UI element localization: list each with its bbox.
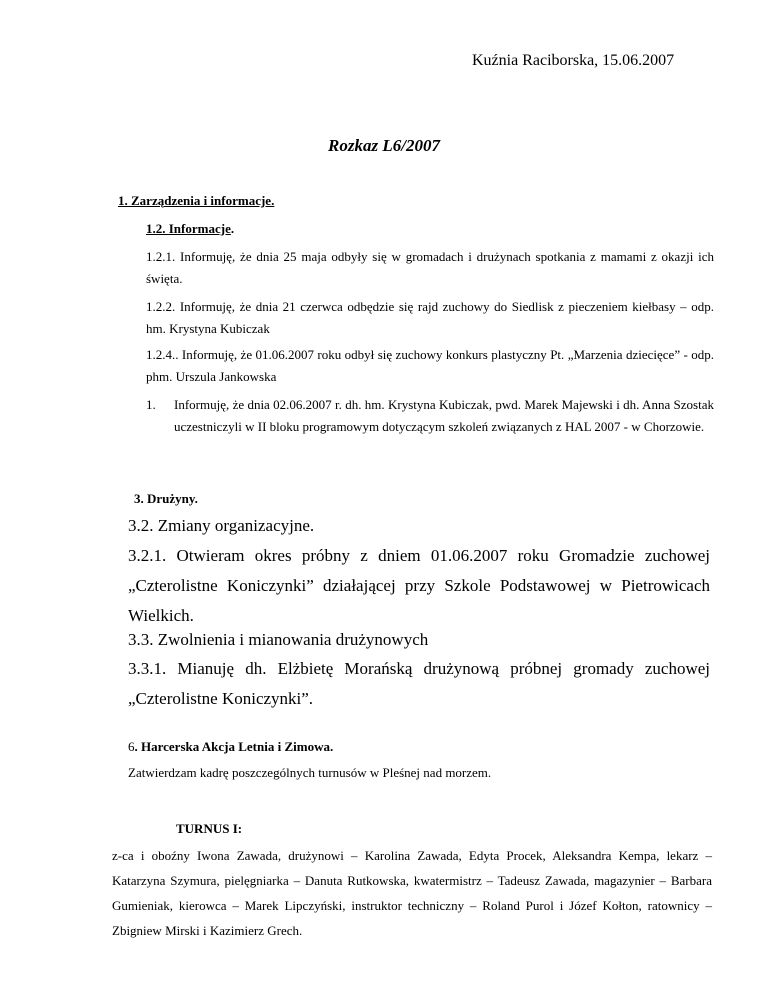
turnus-heading: TURNUS I:: [176, 821, 243, 836]
numbered-item-marker: 1.: [146, 397, 156, 412]
subsection-1-2-heading: [146, 218, 234, 240]
numbered-item-text: Informuję, że dnia 02.06.2007 r. dh. hm. Krystyna Kubiczak, pwd. Marek Majewski i dh. Anna Szostak uczestniczyli w II bloku programowym dotyczącym szkoleń związanych z HAL 2007 - w Chorzowie.: [174, 397, 714, 434]
subsection-1-2-suffix: .: [230, 221, 235, 236]
subsection-3-2: 3.2. Zmiany organizacyjne.: [128, 516, 315, 535]
info-item-1-2-2: 1.2.2. Informuję, że dnia 21 czerwca odbędzie się rajd zuchowy do Siedlisk z pieczeniem kiełbasy – odp. hm. Krystyna Kubiczak: [146, 299, 714, 336]
section-6-text: Zatwierdzam kadrę poszczególnych turnusów w Pleśnej nad morzem.: [128, 765, 492, 780]
subsection-1-2-label: 1.2. Informacje: [146, 221, 231, 236]
subsection-3-3: 3.3. Zwolnienia i mianowania drużynowych: [128, 630, 429, 649]
order-title: Rozkaz L6/2007: [328, 136, 440, 155]
info-item-1-2-4: 1.2.4.. Informuję, że 01.06.2007 roku odbył się zuchowy konkurs plastyczny Pt. „Marzenia dziecięce” - odp. phm. Urszula Jankowska: [146, 347, 714, 384]
paragraph-3-3-1: 3.3.1. Mianuję dh. Elżbietę Morańską drużynową próbnej gromady zuchowej „Czterolistne Koniczynki”.: [128, 659, 710, 708]
section-6-number: 6: [128, 739, 135, 754]
place-date: Kuźnia Raciborska, 15.06.2007: [472, 52, 675, 69]
section-6-title: . Harcerska Akcja Letnia i Zimowa.: [134, 739, 334, 754]
info-item-1-2-1: 1.2.1. Informuję, że dnia 25 maja odbyły się w gromadach i drużynach spotkania z mamami z okazji ich święta.: [146, 249, 714, 286]
turnus-staff-list: z-ca i oboźny Iwona Zawada, drużynowi – Karolina Zawada, Edyta Procek, Aleksandra Kempa, lekarz – Katarzyna Szymura, pielęgniarka – Danuta Rutkowska, kwatermistrz – Tadeusz Zawada, magazynier – Barbara Gumieniak, kierowca – Marek Lipczyński, instruktor techniczny – Roland Purol i Józef Kołton, ratownicy – Zbigniew Mirski i Kazimierz Grech.: [112, 848, 712, 938]
paragraph-3-2-1: 3.2.1. Otwieram okres próbny z dniem 01.06.2007 roku Gromadzie zuchowej „Czterolistne Koniczynki” działającej przy Szkole Podstawowej w Pietrowicach Wielkich.: [128, 546, 710, 625]
section-6-heading: [128, 736, 333, 758]
section-3-heading: 3. Drużyny.: [134, 491, 198, 506]
section-1-heading: 1. Zarządzenia i informacje.: [118, 193, 275, 208]
